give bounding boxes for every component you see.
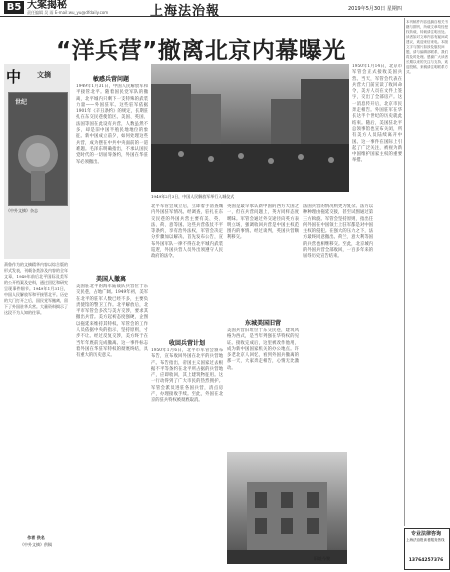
brand-subtitle: 文摘 (37, 71, 51, 79)
subheading-1: 敏感兵营问题 (92, 76, 129, 83)
building-photo (227, 452, 347, 564)
issue-date: 2019年5月30日 星期四 (348, 6, 402, 12)
masthead: 上海法治報 (150, 4, 221, 19)
magazine-panel (4, 64, 70, 259)
photo-caption-2: 旧址今貌 (314, 556, 330, 561)
subheading-3: 收回兵营计划 (168, 340, 205, 347)
article-col5-text: 1950年1月14日，北京市军管会正式接收美国兵营。当天，军管会代表在兵营大门前宣读了收回命令，美方人员在文件上签字，交出了全部房产。这一消息传开后，北京市民奔走相告。外国驻军在华长达半个世纪的历史就此结束。随后，美国驻北平总领事馆也宣布关闭，所有美方人员陆续离开中国。这一事件在国际上引起了广泛关注，被视为新中国维护国家主权的重要举措。 (352, 64, 402, 164)
subheading-2: 美国人撤离 (95, 276, 126, 283)
left-intro-text: 萧鲁作为的文摘精华内容以综合版的形式发表，刊载各类涉及内容的全年文章，1949年前后北平国际及美军的公开档案及史料，通过回忆和研究呈现事件细节。1949年1月31日，中国人民解放军和平接管北平。历史的大门打开之后，国民党军撤离，留下了外国驻华兵营。大量资料揭示了这段不为人知的往事。 (4, 262, 68, 315)
article-col1-text: 1949年1月31日，中国人民解放军和平接管北平。随着国民党军队的撤离，北平城内只剩下一支特殊的武装力量——外国驻军。这些驻军依据1901年《辛丑条约》的规定，长期驻扎在东交民巷使馆区。美国、英国、法国等国在此设有兵营，人数虽然不多，却是旧中国半殖民地地位的象征。新中国成立前夕，如何处理这些兵营，成为摆在中共中央面前的一道难题。毛泽东明确指出，不承认国民党时代的一切屈辱条约，外国在华驻军必须撤出。 (76, 84, 148, 165)
sidebar-text: 本刊稿件内容选摘自相关书籍与期刊，所载文章均经授权转载，转载请注明出处。读者如对文章内容有疑问或建议，欢迎来信来电。本版文字与图片如涉及版权问题，请与编辑部联系，我们将及时处理。感谢广大读者长期以来的关注与支持，欢迎投稿，来稿请注明联系方式。 (406, 20, 448, 74)
ad-phone: 13764257376 (408, 558, 444, 563)
photo-caption-1: 1949年2月3日，中国人民解放军举行入城仪式 (151, 194, 235, 199)
ad-text: 上海法治报读者服务热线 (406, 538, 445, 542)
section-title: 大案揭秘 (27, 0, 67, 11)
parade-photo-art (151, 64, 349, 192)
article-col2-text: 北平军管会成立后，立即着手清查城内外国驻军情况。经调查，驻扎在东交民巷的外国兵营主要有美、英、法、荷、意等国。这些兵营依仗不平等条约，享有治外法权，军管会决定分步骤加以解决。首先发布公告，宣布外国军队一律不得在北平城内武装巡逻，外国兵营人员外出须遵守人民政府的法令。 (151, 204, 223, 260)
article-col1-text-2: 美国驻北平的海军陆战队兵营位于东交民巷，占地广阔。1949年初，美军在北平的驻军人数已经不多，主要负责使馆的警卫工作。北平解放后，北平市军管会多次与美方交涉，要求其撤出兵营。美方起初态度强硬，企图以拖延来维持其特权。军管会的工作人员依据中央的指示，坚持原则，寸步不让。经过反复交涉，美方终于在当年年底前完成撤离。这一事件标志着外国在华驻军特权的彻底终结，具有重大的历史意义。 (76, 284, 148, 359)
page-number: B5 (4, 1, 24, 14)
cover-art (9, 93, 67, 205)
article-col3-text-2: 美国兵营旧址位于东交民巷，建筑风格为西式，是当年列强在华特权的见证。接收完成后，这里被改作他用，成为新中国国家机关的办公地点。许多老北京人回忆，看到外国兵撤离的那一天，大家奔走相告，心情无比激动。 (227, 328, 299, 371)
subheading-4: 东城美国旧营 (244, 320, 281, 327)
cover-title: 世纪 (15, 99, 28, 106)
building-photo-art (227, 452, 347, 564)
ad-title: 专业法律咨询 (410, 531, 441, 537)
headline: “洋兵营”撤离北京内幕曝光 (56, 38, 346, 64)
magazine-cover (8, 92, 68, 206)
editor-credit: 责任编辑 吴 雨 E-mail:wu_yu@dfdaily.com (27, 10, 109, 15)
article-col2-text-2: 1950年1月6日，北平市军管会颁布布告，宣布收回外国在北平的兵营地产。布告指出，帝国主义国家过去根据不平等条约在北平所占据的兵营地产，应即收回，其上建筑物征用。这一行动得到了广大市民的热烈拥护。军管会派员进驻各国兵营，清点房产，办理接收手续。至此，外国在北京的驻兵特权被彻底取消。 (151, 348, 223, 404)
parade-photo (151, 64, 349, 192)
article-col3-text: 英国是最早承认新中国的西方大国之一，但在兵营问题上，英方同样态度暧昧。军管会通过外交途径向英方表明立场，强调收回兵营是中国主权范围内的事情。经过谈判，英国兵营顺利移交。 (227, 204, 299, 241)
author-credit: 作者 佚名 (27, 535, 45, 540)
source-credit: 《中外文摘》供稿 (20, 542, 52, 547)
article-col4-text: 法国兵营的情况则更为复杂。法方以种种理由拖延交接，甚至试图通过第三方斡旋。军管会坚持原则，指出任何外国在中国领土上驻军都是对中国主权的侵犯。在强大的压力之下，法方最终同意撤出。荷兰、意大利等国的兵营也相继移交。至此，北京城内的外国兵营全部收回，一百多年来的屈辱历史宣告结束。 (303, 204, 373, 260)
cover-caption: 《中外文摘》杂志 (6, 208, 38, 213)
brand-logo: 中 (6, 68, 22, 86)
